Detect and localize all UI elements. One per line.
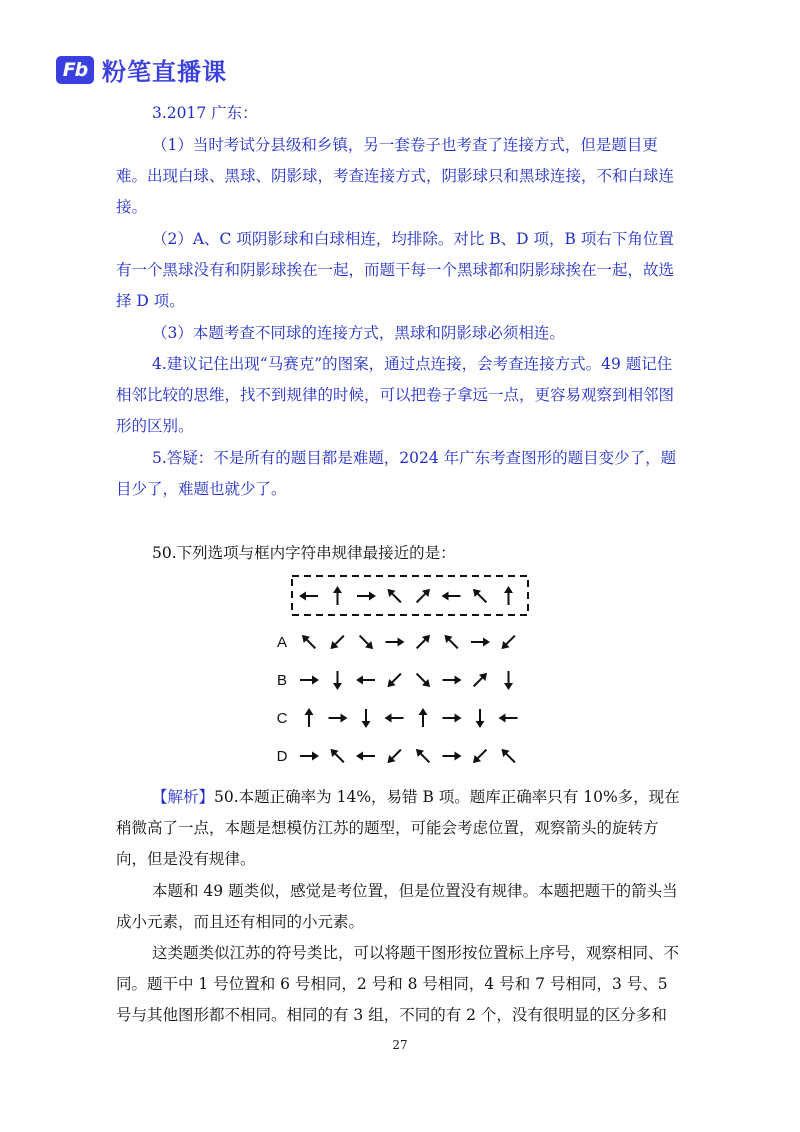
stem-arrow-icon: [413, 586, 433, 606]
question-text: 50.下列选项与框内字符串规律最接近的是：: [152, 544, 456, 562]
option-arrow-icon: [386, 638, 405, 647]
option-arrow-icon: [329, 714, 348, 723]
option-arrow-icon: [385, 714, 404, 723]
option-arrow-icon: [413, 670, 433, 690]
item5-paragraph: 5.答疑：不是所有的题目都是难题，2024 年广东考查图形的题目变少了，题目少了，难题也就少了。: [116, 449, 677, 498]
logo-icon: Fb: [56, 56, 94, 84]
arrow-puzzle-figure: [270, 572, 542, 768]
option-arrow-icon: [300, 752, 319, 761]
option-arrow-icon: [413, 746, 433, 766]
option-arrow-icon: [384, 746, 404, 766]
item3-title: 3.2017 广东：: [152, 104, 258, 122]
option-arrow-icon: [327, 746, 347, 766]
option-arrow-icon: [499, 714, 518, 723]
option-arrow-icon: [300, 676, 319, 685]
option-arrow-icon: [441, 632, 461, 652]
option-arrow-icon: [419, 708, 428, 727]
option-label: A: [276, 634, 288, 651]
stem-arrow-icon: [357, 592, 376, 601]
logo-text: 粉笔直播课: [102, 58, 227, 86]
stem-arrow-icon: [470, 586, 490, 606]
option-arrow-icon: [498, 746, 518, 766]
option-arrow-icon: [504, 671, 513, 690]
option-arrow-icon: [443, 714, 462, 723]
analysis-paragraph-3: 这类题类似江苏的符号类比，可以将题干图形按位置标上序号，观察相同、不同。题干中 1 号位置和 6 号相同，2 号和 8 号相同，4 号和 7 号相同，3 号、5 号与其他图形都不相同。相同的有 3 组，不同的有 2 个，没有很明显的区分多和: [116, 944, 680, 1024]
option-label: C: [276, 710, 288, 727]
option-arrow-icon: [471, 638, 490, 647]
stem-arrow-icon: [384, 586, 404, 606]
option-label: D: [276, 748, 288, 765]
stem-arrow-icon: [504, 586, 513, 605]
item3-paragraph-1: （1）当时考试分县级和乡镇，另一套卷子也考查了连接方式，但是题目更难。出现白球、黑球、阴影球，考查连接方式，阴影球只和黑球连接，不和白球连接。: [116, 136, 675, 216]
option-arrow-icon: [356, 632, 376, 652]
option-arrow-icon: [356, 676, 375, 685]
analysis-paragraph-1: [116, 782, 684, 875]
option-arrow-icon: [356, 752, 375, 761]
page-number: 27: [392, 1038, 408, 1052]
analysis-text-1: 50.本题正确率为 14%，易错 B 项。题库正确率只有 10%多，现在稍微高了一点，本题是想模仿江苏的题型，可能会考虑位置，观察箭头的旋转方向，但是没有规律。: [116, 788, 680, 868]
option-arrow-icon: [333, 671, 342, 690]
option-arrow-icon: [362, 709, 371, 728]
option-arrow-icon: [384, 670, 404, 690]
analysis-paragraph-2: 本题和 49 题类似，感觉是考位置，但是位置没有规律。本题把题干的箭头当成小元素，而且还有相同的小元素。: [116, 882, 678, 931]
item3-paragraph-3: （3）本题考查不同球的连接方式，黑球和阴影球必须相连。: [152, 324, 565, 342]
item3-paragraph-2: （2）A、C 项阴影球和白球相连，均排除。对比 B、D 项，B 项右下角位置有一个黑球没有和阴影球挨在一起，而题干每一个黑球都和阴影球挨在一起，故选择 D 项。: [116, 230, 675, 310]
stem-arrow-icon: [299, 592, 318, 601]
stem-arrow-icon: [333, 586, 342, 605]
option-arrow-icon: [498, 632, 518, 652]
item4-paragraph: 4.建议记住出现“马赛克”的图案，通过点连接，会考查连接方式。49 题记住相邻比较的思维，找不到规律的时候，可以把卷子拿远一点，更容易观察到相邻图形的区别。: [116, 355, 675, 435]
analysis-tag: 【解析】: [152, 788, 215, 806]
option-arrow-icon: [443, 676, 462, 685]
option-arrow-icon: [443, 752, 462, 761]
option-arrow-icon: [327, 632, 347, 652]
option-arrow-icon: [413, 632, 433, 652]
option-arrow-icon: [305, 708, 314, 727]
option-arrow-icon: [470, 746, 490, 766]
option-arrow-icon: [299, 632, 319, 652]
option-arrow-icon: [476, 709, 485, 728]
option-arrow-icon: [470, 670, 490, 690]
stem-arrow-icon: [442, 592, 461, 601]
option-label: B: [276, 672, 288, 689]
brand-logo: [56, 52, 227, 87]
stem-dashed-frame: [292, 576, 528, 615]
